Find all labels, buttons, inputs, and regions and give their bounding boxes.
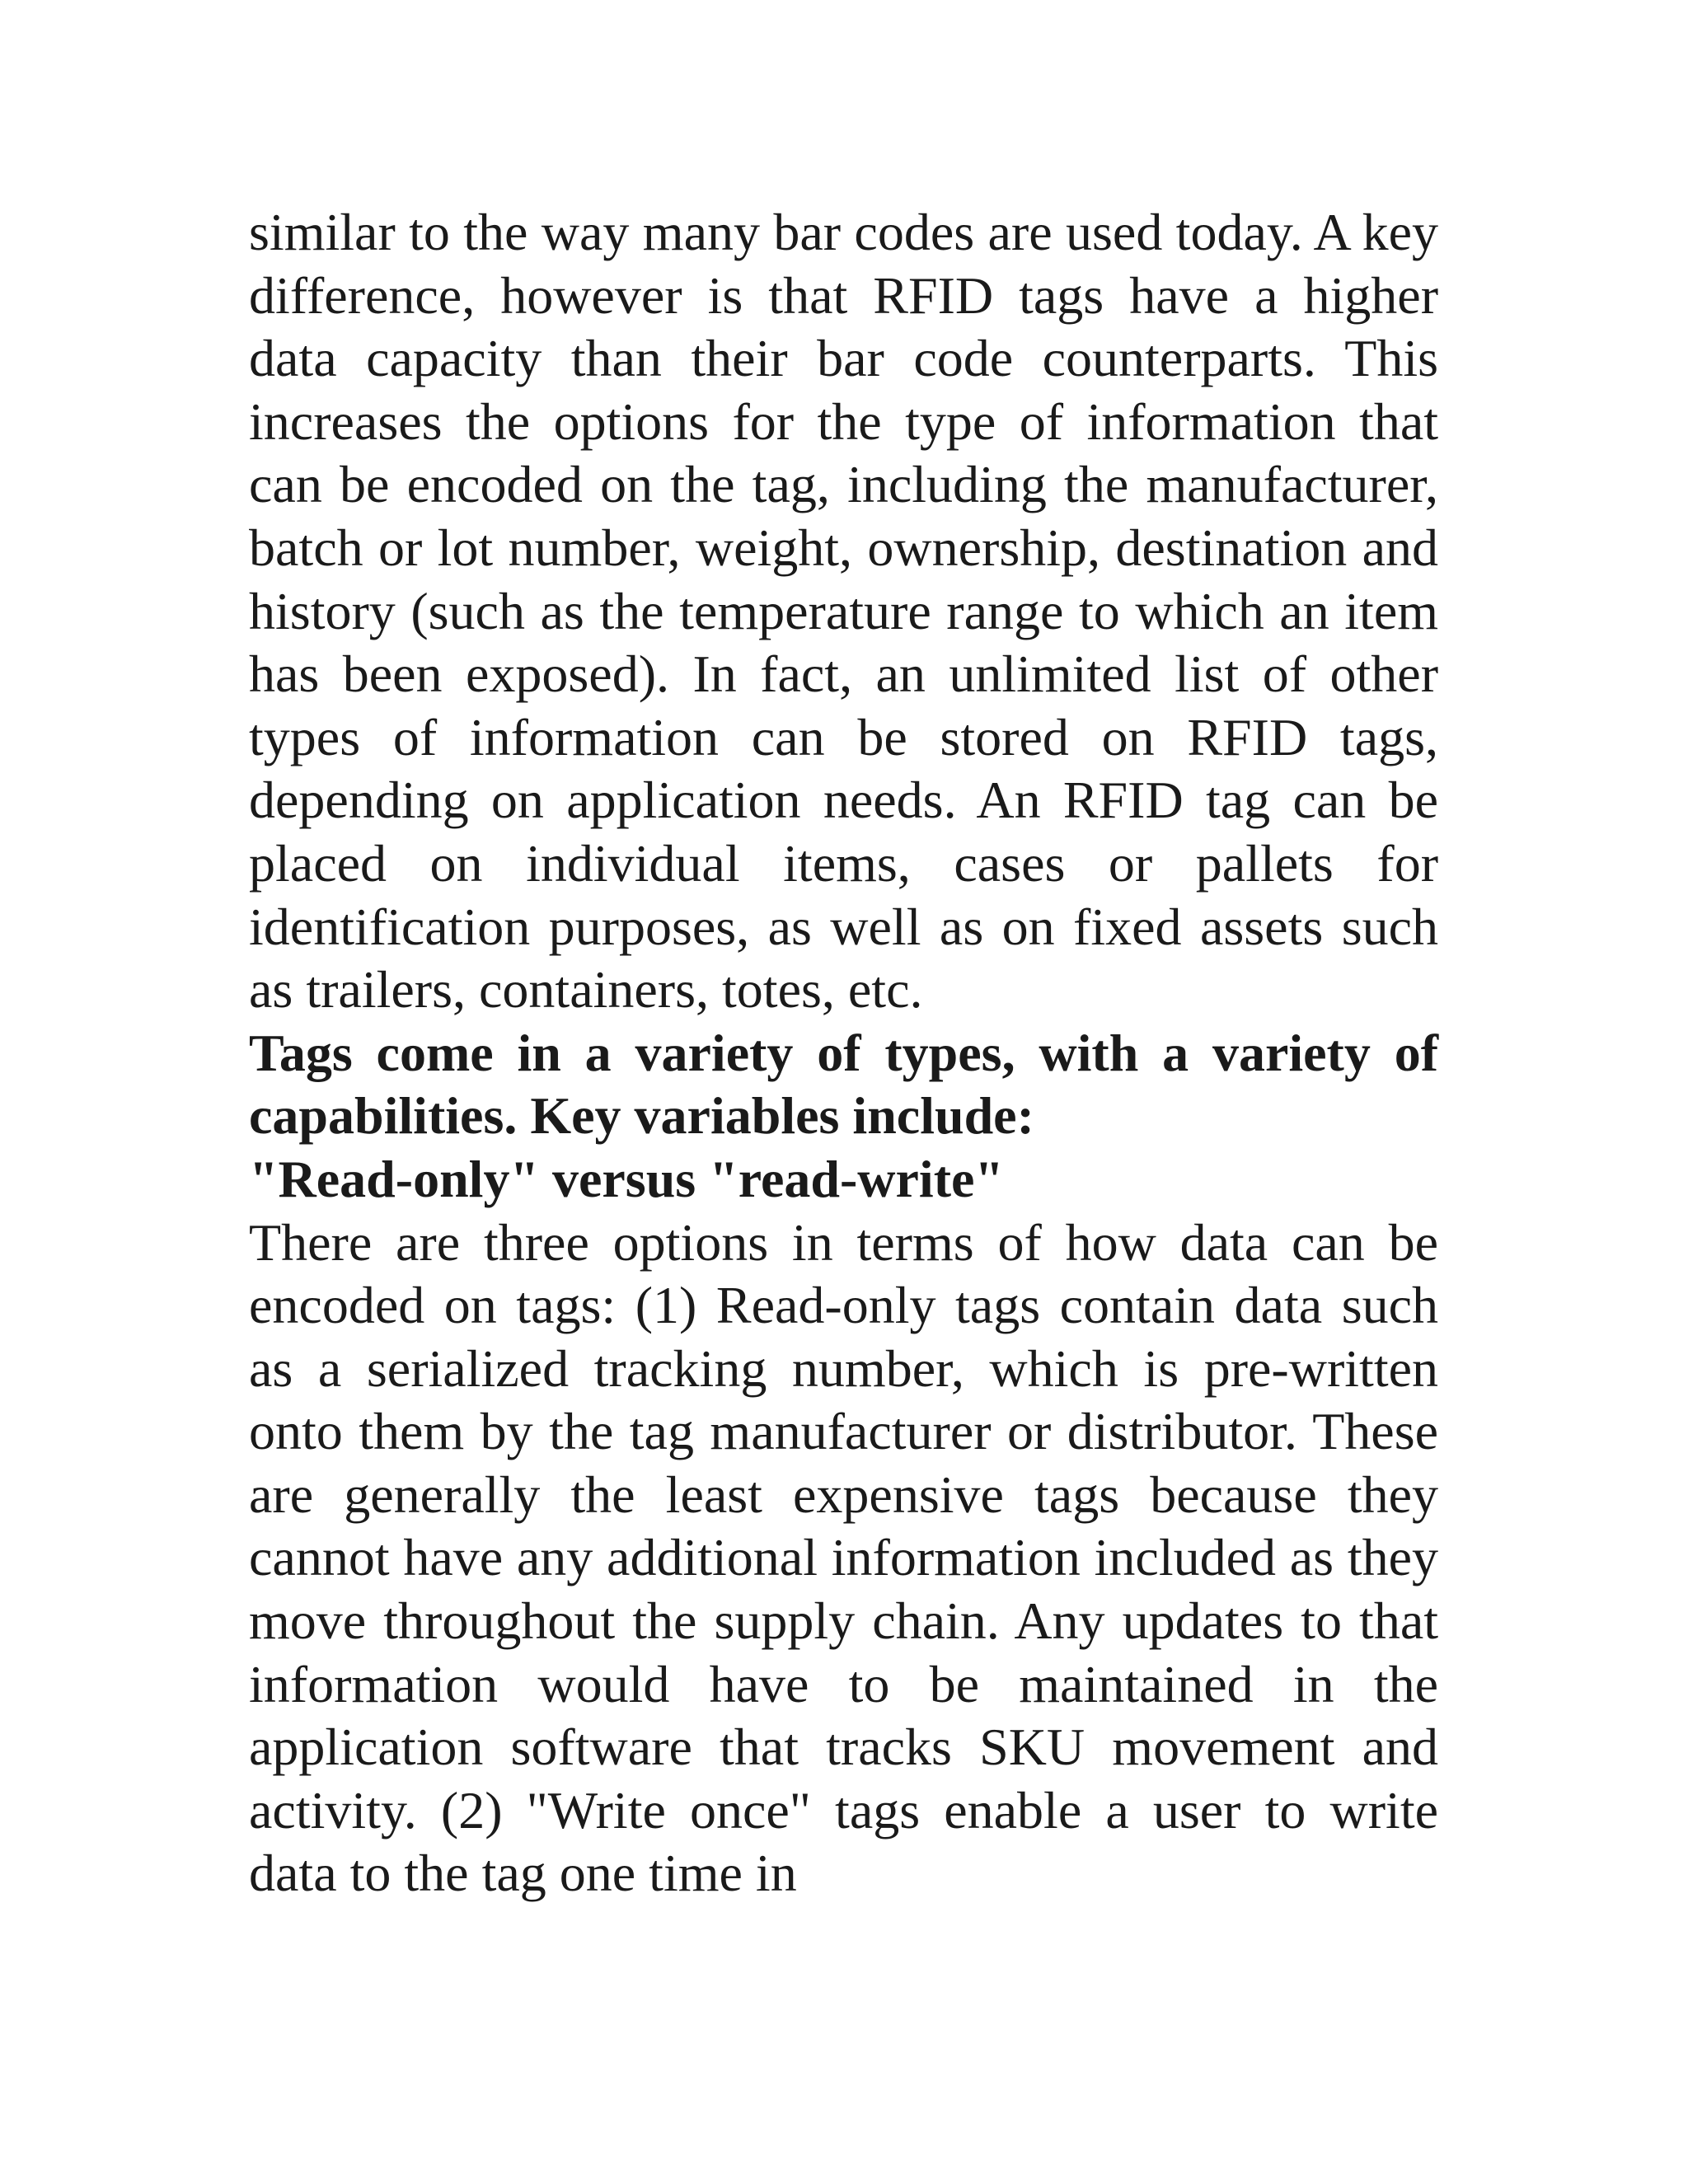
body-paragraph-rfid-capacity: similar to the way many bar codes are used today. A key difference, however is that RFID tags have a higher data capacity than their bar code counterparts. This increases the options for the type of information that can be encoded on the tag, including the manufacturer, batch or lot number, weight, ownership, destination and history (such as the temperature range to which an item has been exposed). In fact, an unlimited list of other types of information can be stored on RFID tags, depending on application needs. An RFID tag can be placed on individual items, cases or pallets for identification purposes, as well as on fixed assets such as trailers, containers, totes, etc. [249, 203, 1438, 1019]
bold-intro-tag-types: Tags come in a variety of types, with a variety of capabilities. Key variables include: [249, 1023, 1438, 1146]
document-body [249, 201, 1438, 1905]
section-subheading-read-only-vs-read-write: "Read-only" versus "read-write" [249, 1149, 1004, 1208]
body-paragraph-encoding-options: There are three options in terms of how data can be encoded on tags: (1) Read-only tags contain data such as a serialized tracking number, which is pre-written onto them by the tag manufacturer or distributor. These are generally the least expensive tags because they cannot have any additional information included as they move throughout the supply chain. Any updates to that information would have to be maintained in the application software that tracks SKU movement and activity. (2) "Write once" tags enable a user to write data to the tag one time in [249, 1212, 1438, 1903]
